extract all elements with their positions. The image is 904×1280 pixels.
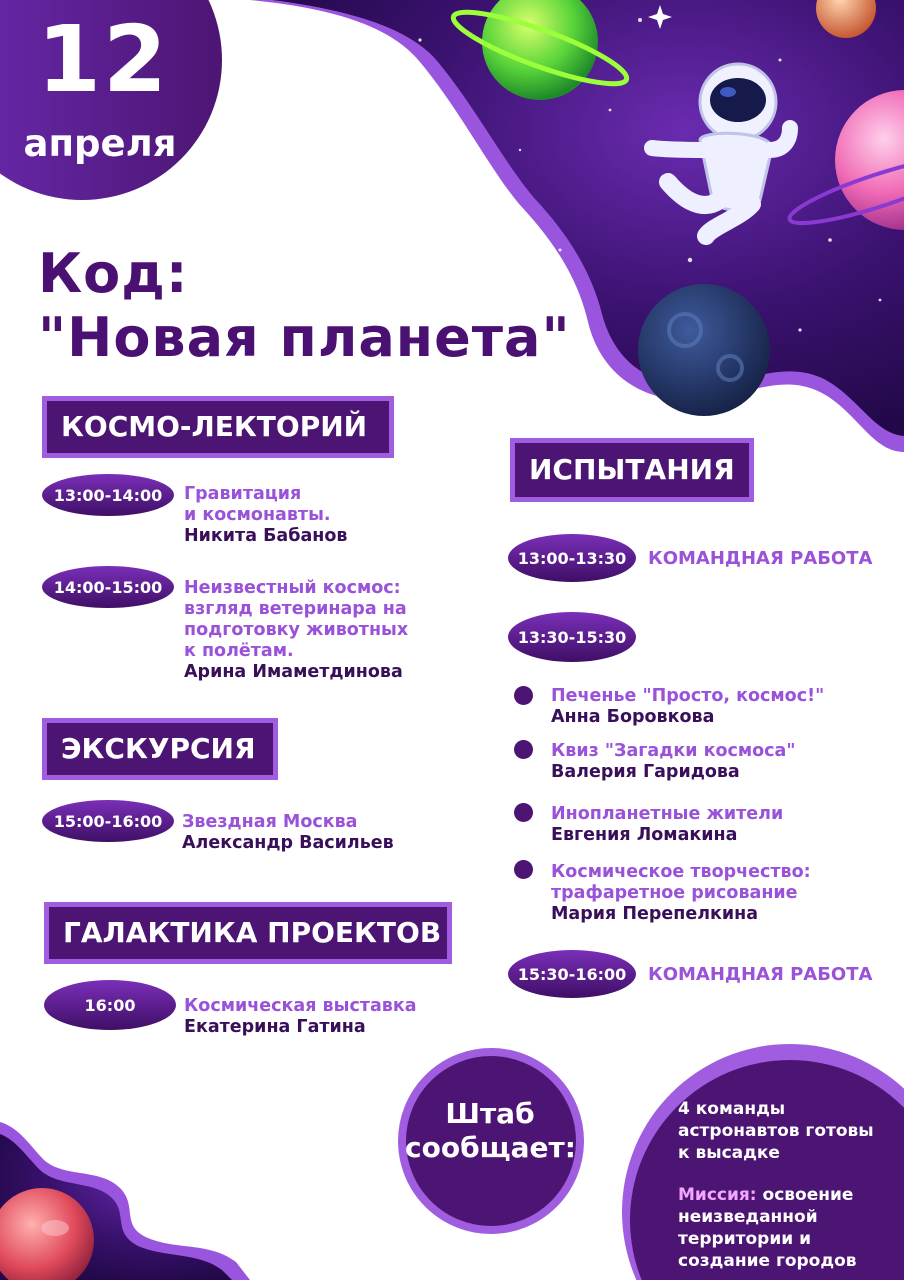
section-trials (510, 438, 754, 502)
time-label: 13:00-13:30 (517, 548, 627, 568)
time-label: 16:00 (84, 995, 136, 1015)
time-pill (42, 566, 174, 608)
date-day: 12 (36, 6, 170, 113)
date-month: апреля (23, 122, 177, 165)
title-line-2: "Новая планета" (38, 306, 571, 369)
bullet-dot (514, 803, 533, 822)
time-pill (508, 612, 636, 662)
activity-topic: Инопланетные жители (551, 804, 784, 824)
event-topic: Гравитация (184, 484, 302, 504)
activity-speaker: Валерия Гаридова (551, 762, 740, 782)
activity-speaker: Анна Боровкова (551, 707, 715, 727)
time-pill (42, 474, 174, 516)
activity-topic: Печенье "Просто, космос!" (551, 686, 825, 706)
headquarters-title (405, 1097, 575, 1165)
mission-first: освоение (762, 1185, 854, 1205)
activity-topic: Космическое творчество: (551, 862, 811, 882)
event-topic: к полётам. (184, 641, 294, 661)
time-pill (508, 950, 636, 998)
trial-activity (551, 741, 795, 783)
headquarters-title-line-2: сообщает: (405, 1131, 576, 1164)
event-speaker: Арина Имаметдинова (184, 662, 403, 682)
message-line: 4 команды (678, 1099, 786, 1119)
time-label: 15:00-16:00 (53, 811, 163, 831)
activity-topic: трафаретное рисование (551, 883, 798, 903)
excursion-event (182, 812, 394, 854)
activity-speaker: Мария Перепелкина (551, 904, 759, 924)
title-line-1: Код: (38, 242, 189, 305)
section-trials-title: ИСПЫТАНИЯ (529, 453, 735, 486)
event-speaker: Екатерина Гатина (184, 1017, 366, 1037)
time-pill (508, 534, 636, 582)
mission-line: создание городов (678, 1251, 857, 1271)
event-topic: взгляд ветеринара на (184, 599, 407, 619)
mission-line: территории и (678, 1229, 811, 1249)
trial-activity (551, 804, 783, 846)
time-label: 14:00-15:00 (53, 577, 163, 597)
bullet-dot (514, 686, 533, 705)
event-topic: и космонавты. (184, 505, 331, 525)
bullet-dot (514, 860, 533, 879)
time-pill (44, 980, 176, 1030)
team-work-label: КОМАНДНАЯ РАБОТА (648, 548, 873, 569)
time-label: 15:30-16:00 (517, 964, 627, 984)
section-projects-title: ГАЛАКТИКА ПРОЕКТОВ (63, 916, 442, 949)
event-speaker: Александр Васильев (182, 833, 394, 853)
event-topic: подготовку животных (184, 620, 409, 640)
activity-speaker: Евгения Ломакина (551, 825, 738, 845)
message-line: астронавтов готовы (678, 1121, 874, 1141)
team-work-label: КОМАНДНАЯ РАБОТА (648, 964, 873, 985)
mission-line: неизведанной (678, 1207, 818, 1227)
lecture-event (184, 484, 347, 547)
mission-line (678, 1184, 857, 1206)
time-pill (42, 800, 174, 842)
event-topic: Космическая выставка (184, 996, 417, 1016)
section-excursion (42, 718, 278, 780)
trial-activity (551, 862, 811, 925)
section-lectures-title: КОСМО-ЛЕКТОРИЙ (61, 410, 368, 443)
headquarters-title-line-1: Штаб (445, 1097, 535, 1130)
headquarters-message (678, 1098, 874, 1164)
trial-activity (551, 686, 824, 728)
time-label: 13:30-15:30 (517, 627, 627, 647)
event-speaker: Никита Бабанов (184, 526, 348, 546)
headquarters-mission (678, 1184, 857, 1272)
project-event (184, 996, 417, 1038)
mission-label: Миссия: (678, 1185, 757, 1205)
event-topic: Звездная Москва (182, 812, 358, 832)
message-line: к высадке (678, 1143, 780, 1163)
bullet-dot (514, 740, 533, 759)
section-excursion-title: ЭКСКУРСИЯ (61, 732, 256, 765)
section-projects (44, 902, 452, 964)
section-lectures (42, 396, 394, 458)
lecture-event (184, 578, 408, 683)
event-topic: Неизвестный космос: (184, 578, 401, 598)
activity-topic: Квиз "Загадки космоса" (551, 741, 796, 761)
time-label: 13:00-14:00 (53, 485, 163, 505)
